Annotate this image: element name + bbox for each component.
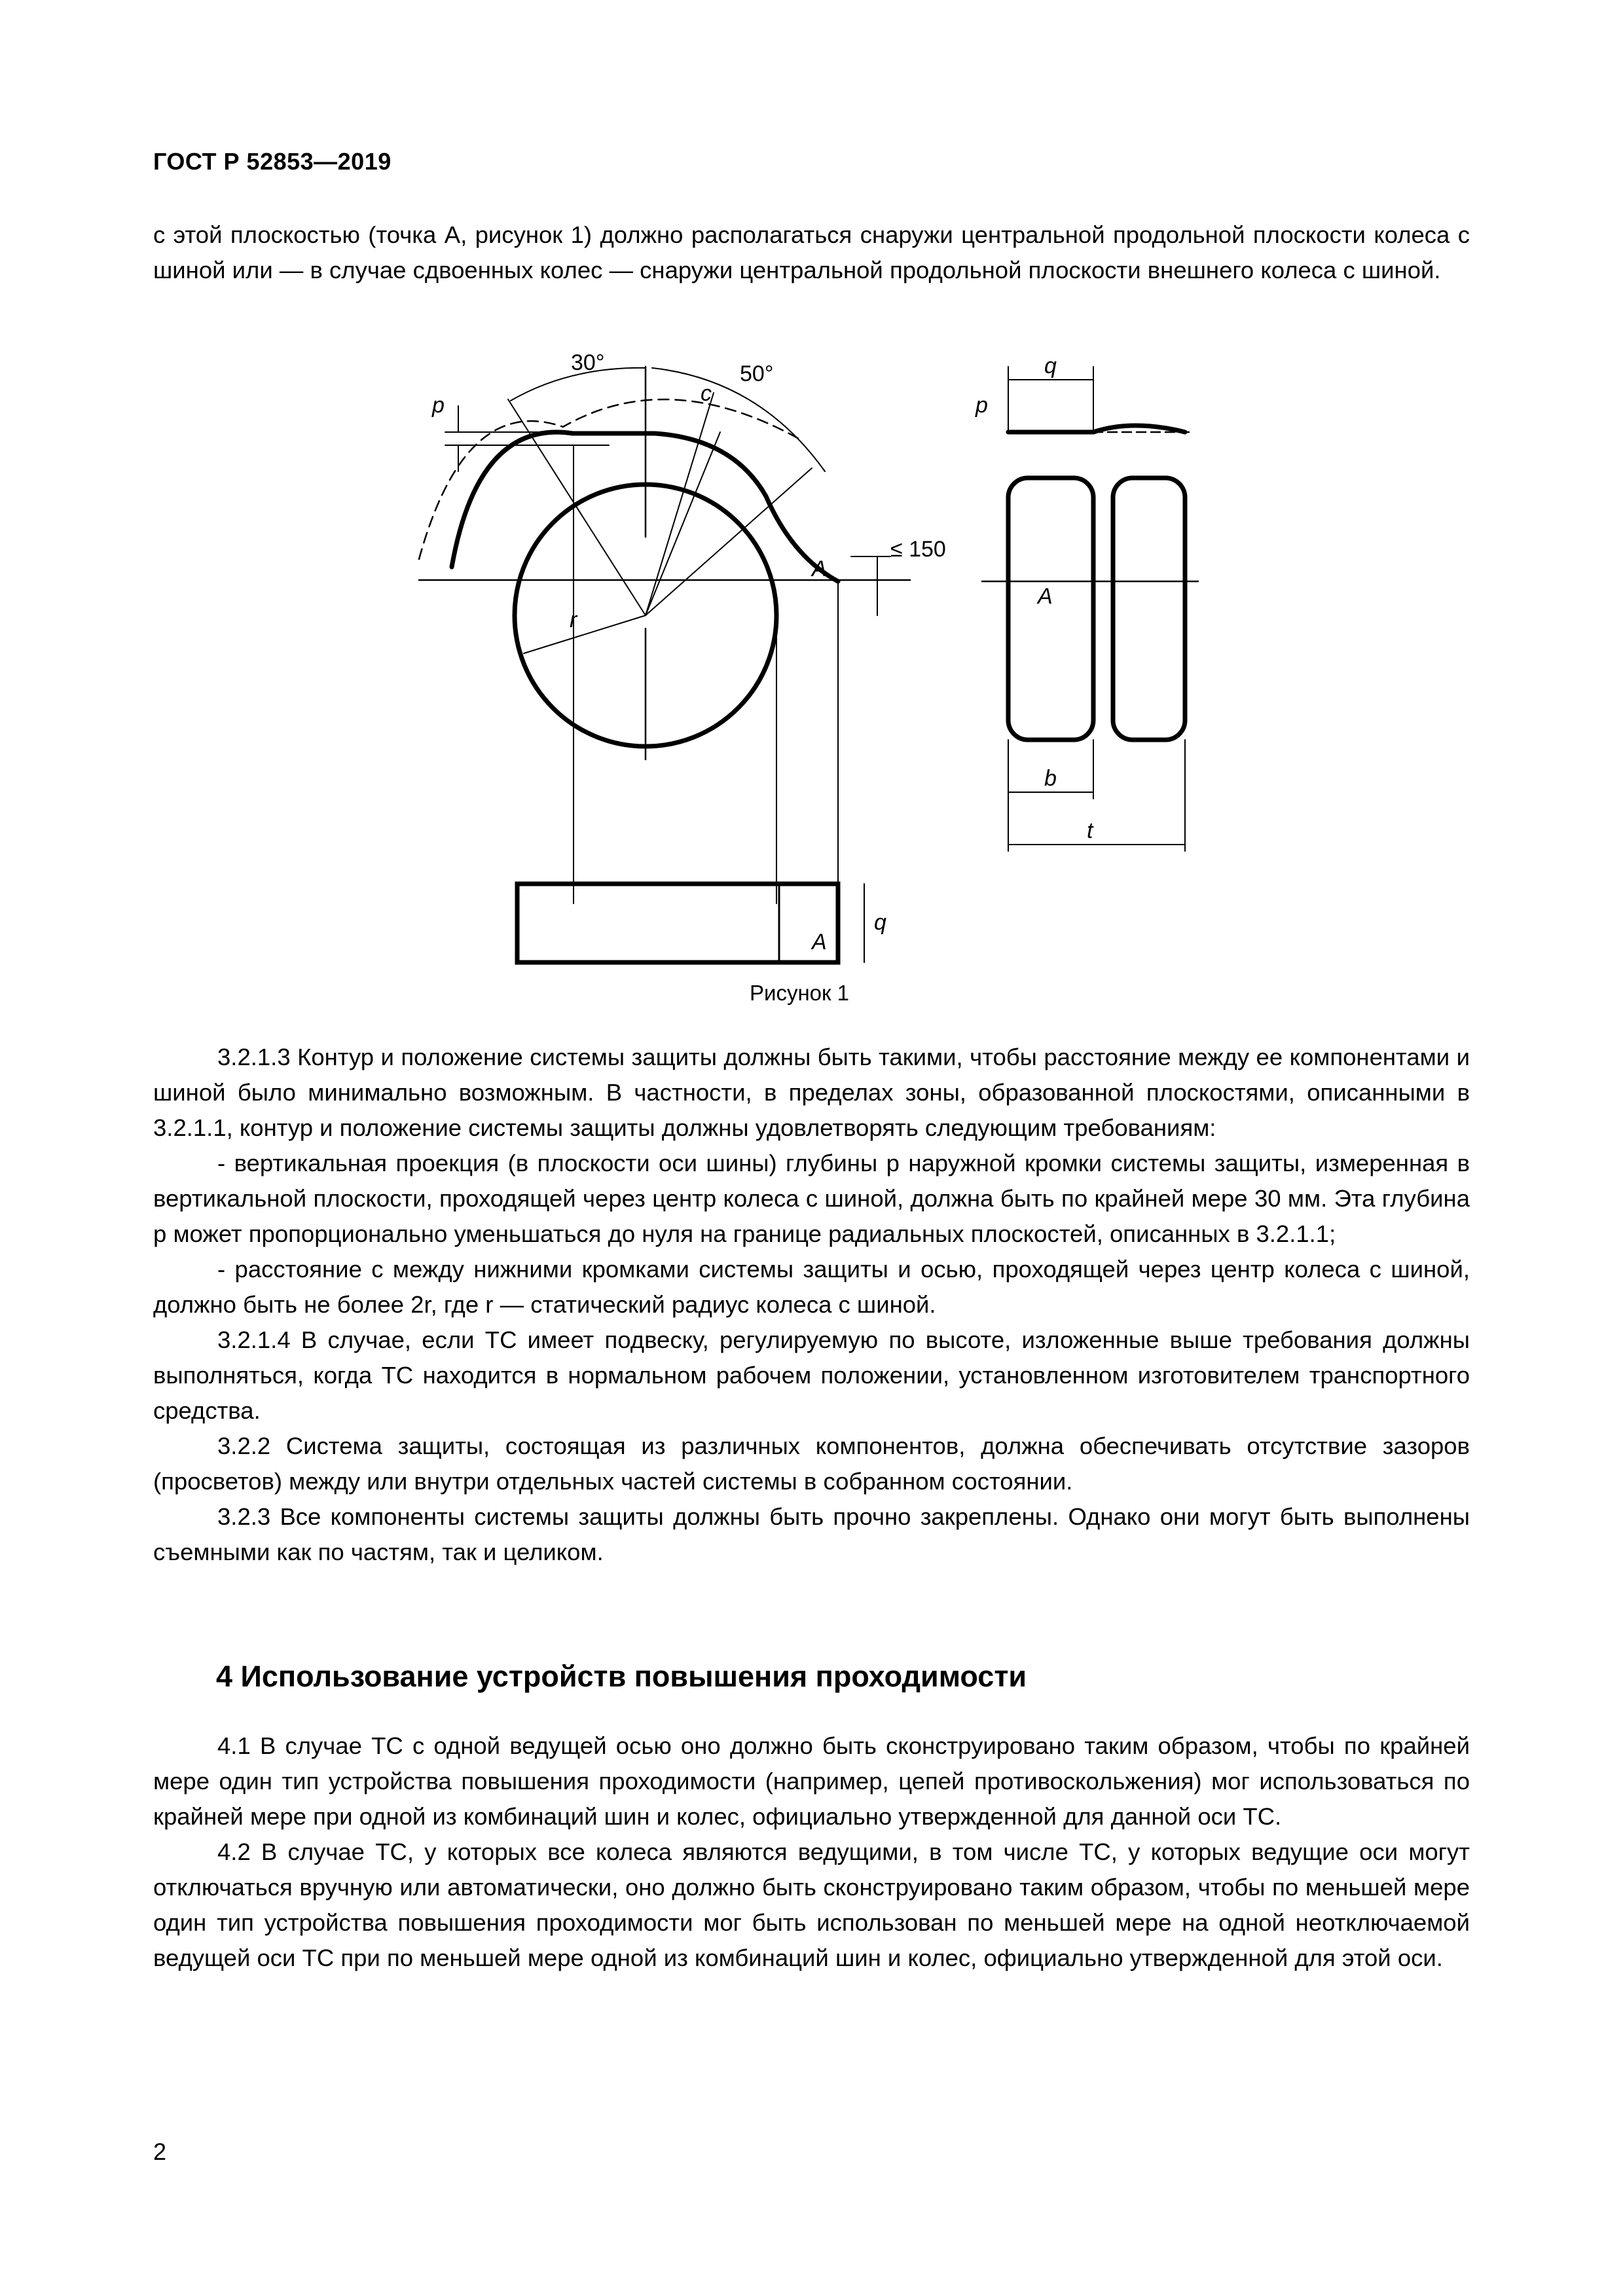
figure-1	[393, 340, 1244, 982]
radial-line-c	[646, 393, 714, 615]
inner-wheel-side	[1113, 478, 1185, 740]
figure-caption: Рисунок 1	[750, 981, 849, 1005]
plan-view-guard	[517, 884, 838, 962]
label-angle-50: 50°	[740, 361, 774, 386]
paragraph-4-1: 4.1 В случае ТС с одной ведущей осью оно должно быть сконструировано таким образом, чтобы по крайней мере один тип устройства повышения проходимости (например, цепей противоскольжения) мог использоваться по крайней мере при одной из комбинаций шин и колес, официально утвержденной для данной оси ТС.	[153, 1732, 1470, 1830]
paragraph-4-2: 4.2 В случае ТС, у которых все колеса являются ведущими, в том числе ТС, у которых ведущие оси могут отключаться вручную или автоматически, оно должно быть сконструировано таким образом, чтобы по меньшей мере один тип устройства повышения проходимости мог быть использован по меньшей мере на одной неотключаемой ведущей оси ТС при по меньшей мере одной из комбинаций шин и колес, официально утвержденной для этой оси.	[153, 1838, 1470, 1971]
document-header: ГОСТ Р 52853—2019	[153, 148, 392, 175]
dashed-contour	[419, 399, 799, 559]
side-guard	[1008, 426, 1185, 432]
label-p-right: p	[976, 393, 988, 418]
radial-line-50	[646, 468, 812, 615]
label-a-front: A	[812, 556, 827, 581]
label-p-left: p	[432, 393, 445, 418]
label-a-side: A	[1038, 584, 1053, 609]
intro-paragraph: с этой плоскостью (точка А, рисунок 1) должно располагаться снаружи центральной продольной плоскости колеса с шиной или — в случае сдвоенных колес — снаружи центральной продольной плоскости внешнего колеса с шиной.	[153, 221, 1470, 283]
label-q-plan: q	[874, 910, 886, 935]
label-r: r	[570, 608, 577, 632]
section-4-heading: 4 Использование устройств повышения проходимости	[216, 1660, 1027, 1693]
label-limit-150: ≤ 150	[890, 537, 946, 562]
label-b: b	[1044, 766, 1057, 791]
paragraph-3-2-1-3: 3.2.1.3 Контур и положение системы защиты должны быть такими, чтобы расстояние между ее компонентами и шиной было минимально возможным. В частности, в пределах зоны, образованной плоскостями, описанными в 3.2.1.1, контур и положение системы защиты должны удовлетворять следующим требованиям:	[153, 1044, 1470, 1141]
bullet-p-depth: - вертикальная проекция (в плоскости оси шины) глубины p наружной кромки системы защиты, измеренная в вертикальной плоскости, проходящей через центр колеса с шиной, должна быть по крайней мере 30 мм. Эта глубина p может пропорционально уменьшаться до нуля на границе радиальных плоскостей, описанных в 3.2.1.1;	[153, 1150, 1470, 1247]
radius-line	[524, 615, 646, 653]
outer-wheel-side	[1008, 478, 1093, 740]
label-q-top: q	[1044, 354, 1057, 378]
section-3-body	[153, 1040, 1470, 1570]
page-number: 2	[153, 2138, 167, 2165]
wheel-guard-diagram	[393, 340, 1244, 982]
section-4-body	[153, 1728, 1470, 1976]
label-c: c	[701, 381, 712, 406]
paragraph-3-2-1-4: 3.2.1.4 В случае, если ТС имеет подвеску, регулируемую по высоте, изложенные выше требования должны выполняться, когда ТС находится в нормальном рабочем положении, установленном изготовителем транспортного средства.	[153, 1326, 1470, 1424]
paragraph-3-2-2: 3.2.2 Система защиты, состоящая из различных компонентов, должна обеспечивать отсутствие зазоров (просветов) между или внутри отдельных частей системы в собранном состоянии.	[153, 1432, 1470, 1495]
label-angle-30: 30°	[571, 350, 605, 375]
paragraph-3-2-3: 3.2.3 Все компоненты системы защиты должны быть прочно закреплены. Однако они могут быть выполнены съемными как по частям, так и целиком.	[153, 1503, 1470, 1565]
angle-arc-50	[652, 368, 825, 471]
label-a-plan: A	[812, 930, 827, 955]
label-t: t	[1087, 818, 1093, 843]
bullet-c-distance: - расстояние c между нижними кромками системы защиты и осью, проходящей через центр колеса с шиной, должно быть не более 2r, где r — статический радиус колеса с шиной.	[153, 1256, 1470, 1318]
